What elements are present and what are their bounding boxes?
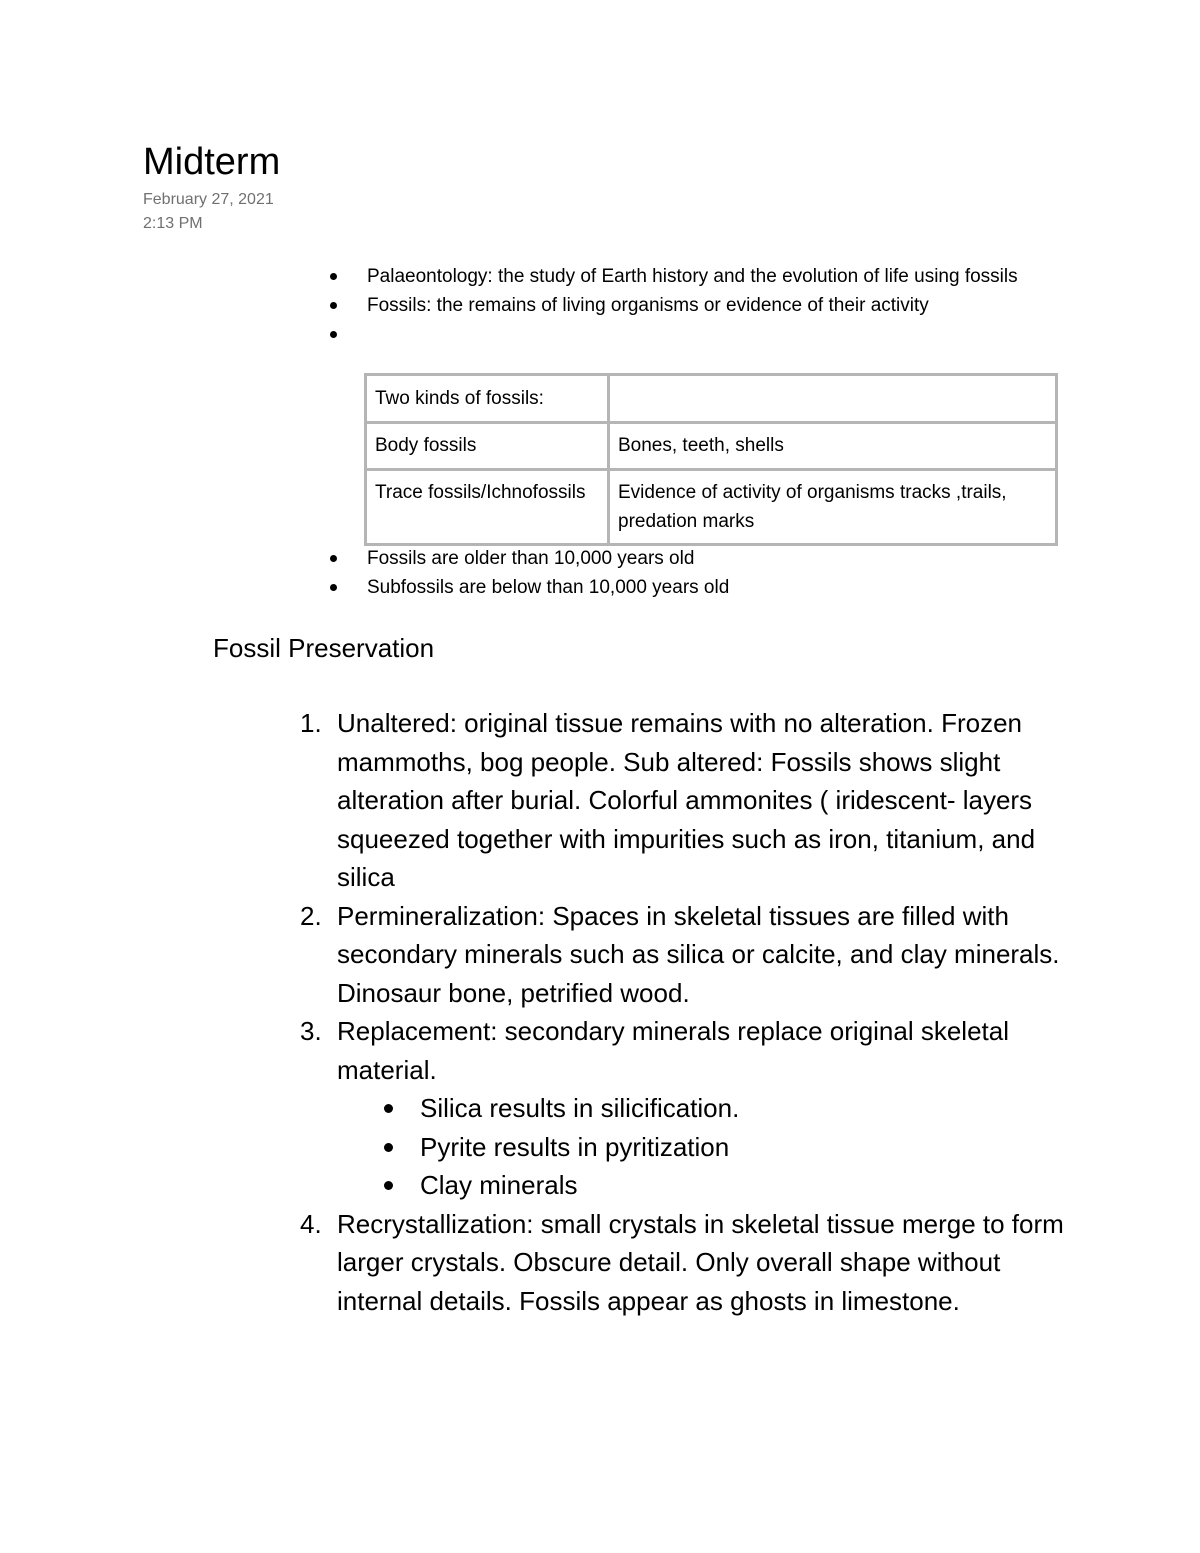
replacement-sub-list xyxy=(296,1089,1066,1205)
list-number: 1. xyxy=(300,708,322,738)
fossil-types-table xyxy=(364,373,1058,546)
list-item xyxy=(330,291,1060,320)
table-row xyxy=(366,375,1057,423)
list-item xyxy=(330,544,1060,573)
list-number: 4. xyxy=(300,1208,322,1239)
bullet-icon xyxy=(384,1104,393,1113)
list-item xyxy=(296,1012,1066,1089)
bullet-icon xyxy=(384,1181,393,1190)
list-item xyxy=(296,897,1066,1013)
sub-list-item xyxy=(296,1128,1066,1167)
sub-list-container xyxy=(296,1089,1066,1205)
list-item-text: Fossils are older than 10,000 years old xyxy=(367,548,695,569)
table-cell xyxy=(609,375,1057,423)
bullet-icon xyxy=(330,302,337,309)
table-cell: Trace fossils/Ichnofossils xyxy=(366,470,609,545)
list-item xyxy=(330,262,1060,291)
sub-list-item xyxy=(296,1166,1066,1205)
page-date: February 27, 2021 xyxy=(143,191,274,208)
age-bullet-list xyxy=(330,544,1060,602)
list-number: 2. xyxy=(300,900,322,931)
table-cell: Two kinds of fossils: xyxy=(366,375,609,423)
list-item-text: Recrystallization: small crystals in skeletal tissue merge to form larger crystals. Obscure detail. Only overall shape without internal details. Fossils appear as ghosts in limestone. xyxy=(337,1208,1064,1316)
bullet-icon xyxy=(330,584,337,591)
page-time: 2:13 PM xyxy=(143,215,203,232)
list-item-text: Fossils: the remains of living organisms or evidence of their activity xyxy=(367,295,929,316)
list-item-text: Palaeontology: the study of Earth history and the evolution of life using fossils xyxy=(367,266,1018,287)
table-cell: Bones, teeth, shells xyxy=(609,423,1057,470)
list-item-text: Unaltered: original tissue remains with no alteration. Frozen mammoths, bog people. Sub altered: Fossils shows slight alteration after burial. Colorful ammonites ( iridescent- layers squeezed together with impurities such as iron, titanium, and silica xyxy=(337,708,1036,892)
preservation-list xyxy=(296,704,1066,1320)
sub-list-item-text: Silica results in silicification. xyxy=(420,1093,740,1123)
table-cell: Body fossils xyxy=(366,423,609,470)
list-item xyxy=(296,1205,1066,1321)
table-row xyxy=(366,423,1057,470)
bullet-icon xyxy=(384,1143,393,1152)
page-title: Midterm xyxy=(143,141,281,183)
section-heading: Fossil Preservation xyxy=(213,633,435,663)
list-item-text: Subfossils are below than 10,000 years old xyxy=(367,577,730,598)
list-number: 3. xyxy=(300,1016,322,1046)
list-item xyxy=(330,573,1060,602)
list-item-text: Replacement: secondary minerals replace original skeletal material. xyxy=(337,1016,1010,1085)
intro-bullet-list xyxy=(330,262,1060,320)
bullet-icon xyxy=(330,331,337,338)
table-cell: Evidence of activity of organisms tracks ,trails, predation marks xyxy=(609,470,1057,545)
table-row xyxy=(366,470,1057,545)
list-item xyxy=(296,704,1066,897)
bullet-icon xyxy=(330,555,337,562)
sub-list-item-text: Pyrite results in pyritization xyxy=(420,1131,730,1162)
sub-list-item-text: Clay minerals xyxy=(420,1170,578,1200)
list-item-text: Permineralization: Spaces in skeletal tissues are filled with secondary minerals such as silica or calcite, and clay minerals. Dinosaur bone, petrified wood. xyxy=(337,900,1060,1008)
sub-list-item xyxy=(296,1089,1066,1128)
bullet-icon xyxy=(330,273,337,280)
